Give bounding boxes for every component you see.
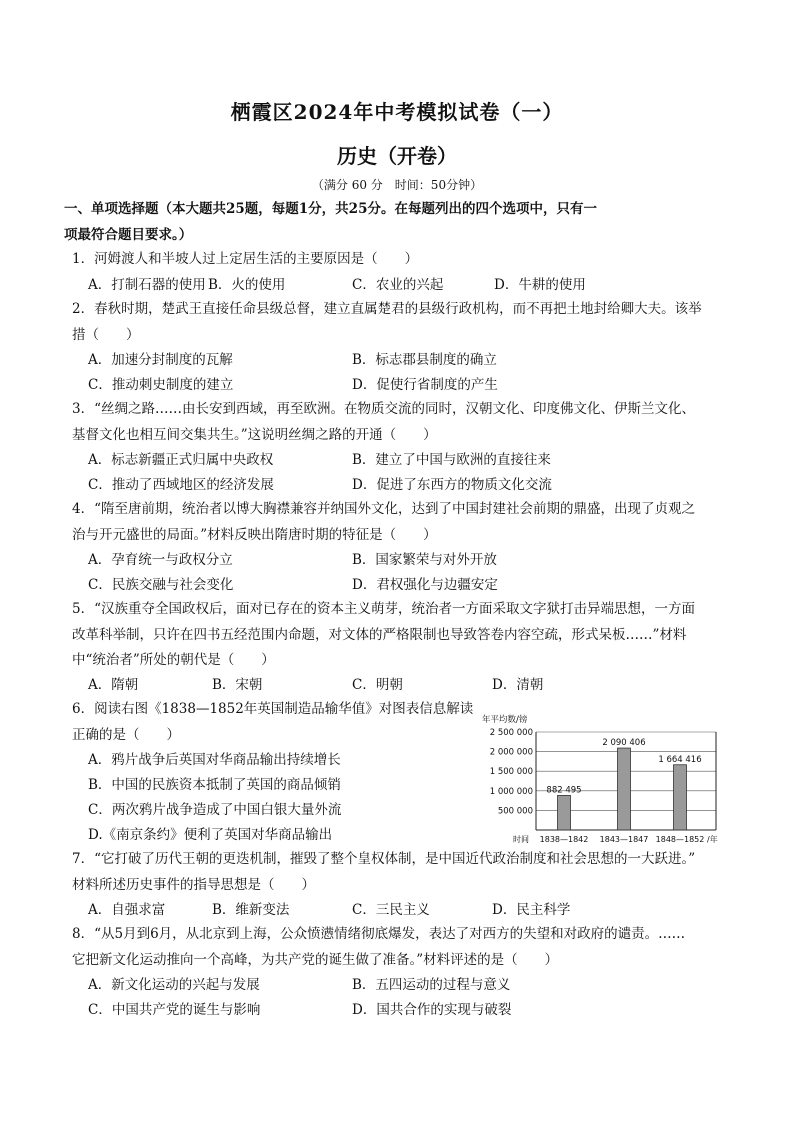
question-8-stem: 8．“从5月到6月，从北京到上海，公众愤懑情绪彻底爆发，表达了对西方的失望和对政府的谴责。…… (72, 926, 686, 942)
question-2-option-b: B．标志郡县制度的确立 (352, 352, 497, 368)
question-7-option-c: C．三民主义 (352, 902, 430, 918)
chart-ytick-label: 1 000 000 (489, 786, 533, 797)
question-1-option-a: A．打制石器的使用 (88, 277, 206, 293)
question-2-option-d: D．促使行省制度的产生 (352, 377, 498, 393)
question-3-option-d: D．促进了东西方的物质文化交流 (352, 477, 552, 493)
question-2-stem-cont: 措（ ） (72, 327, 140, 343)
question-4-option-d: D．君权强化与边疆安定 (352, 577, 498, 593)
chart-x-unit: /年 (707, 835, 718, 844)
question-7-option-a: A．自强求富 (88, 902, 166, 918)
question-6-stem-cont: 正确的是（ ） (72, 727, 180, 743)
question-7-option-d: D．民主科学 (492, 902, 571, 918)
chart-ytick-label: 1 500 000 (489, 767, 533, 778)
question-2-option-a: A．加速分封制度的瓦解 (88, 352, 233, 368)
subject-title: 历史（开卷） (337, 144, 457, 168)
question-5-stem-cont2: 中“统治者”所处的朝代是（ ） (72, 652, 275, 668)
question-1-option-b: B．火的使用 (208, 277, 286, 293)
exam-title: 栖霞区2024年中考模拟试卷（一） (230, 100, 564, 124)
question-6-stem: 6．阅读右图《1838—1852年英国制造品输华值》对图表信息解读 (72, 701, 474, 717)
chart-bar (558, 795, 571, 830)
chart-data-label: 1 664 416 (658, 754, 702, 765)
question-1-option-d: D．牛耕的使用 (494, 277, 586, 293)
question-4-option-a: A．孕育统一与政权分立 (88, 552, 233, 568)
question-3-option-b: B．建立了中国与欧洲的直接往来 (352, 452, 551, 468)
section-heading: 一、单项选择题（本大题共25题，每题1分，共25分。在每题列出的四个选项中，只有一 (64, 201, 597, 217)
question-5-option-d: D．清朝 (492, 677, 544, 693)
chart-ytick-label: 500 000 (497, 806, 533, 817)
chart-ytick-label: 2 000 000 (489, 747, 533, 758)
question-5-option-b: B．宋朝 (212, 677, 263, 693)
question-5-option-c: C．明朝 (352, 677, 403, 693)
question-4-option-b: B．国家繁荣与对外开放 (352, 552, 497, 568)
question-6-option-c: C．两次鸦片战争造成了中国白银大量外流 (88, 802, 342, 818)
chart-data-label: 2 090 406 (602, 738, 646, 749)
question-8-option-d: D．国共合作的实现与破裂 (352, 1002, 512, 1018)
question-2-option-c: C．推动刺史制度的建立 (88, 377, 234, 393)
question-1-option-c: C．农业的兴起 (352, 277, 444, 293)
question-3-stem-cont: 基督文化也相互间交集共生。”这说明丝绸之路的开通（ ） (72, 427, 437, 443)
question-7-stem-cont: 材料所述历史事件的指导思想是（ ） (72, 877, 315, 893)
section-heading-cont: 项最符合题目要求。） (64, 227, 193, 243)
question-5-option-a: A．隋朝 (88, 677, 139, 693)
chart-data-label: 882 495 (546, 785, 582, 796)
question-6-option-a: A．鸦片战争后英国对华商品输出持续增长 (88, 752, 341, 768)
question-4-stem-cont: 治与开元盛世的局面。”材料反映出隋唐时期的特征是（ ） (72, 527, 437, 543)
question-3-option-a: A．标志新疆正式归属中央政权 (88, 452, 274, 468)
question-2-stem: 2．春秋时期，楚武王直接任命县级总督，建立直属楚君的县级行政机构，而不再把土地封给卿大夫。该举 (72, 301, 702, 317)
question-5-stem: 5．“汉族重夺全国政权后，面对已存在的资本主义萌芽，统治者一方面采取文字狱打击异端思想，一方面 (72, 601, 695, 617)
chart-bar (618, 748, 631, 830)
question-5-stem-cont: 改革科举制，只许在四书五经范围内命题，对文体的严格限制也导致答卷内容空疏，形式呆板……”材料 (72, 627, 687, 643)
question-4-option-c: C．民族交融与社会变化 (88, 577, 234, 593)
score-time-note: （满分 60 分 时间：50分钟） (311, 178, 483, 192)
question-8-stem-cont: 它把新文化运动推向一个高峰，为共产党的诞生做了准备。”材料评述的是（ ） (72, 952, 559, 968)
chart-xlabel: 时间 (513, 835, 529, 844)
chart-xtick-label: 1848—1852 (655, 835, 705, 844)
question-4-stem: 4．“隋至唐前期，统治者以博大胸襟兼容并纳国外文化，达到了中国封建社会前期的鼎盛，出现了贞观之 (72, 501, 695, 517)
trade-chart (480, 712, 720, 844)
question-6-option-b: B．中国的民族资本抵制了英国的商品倾销 (88, 777, 341, 793)
question-7-stem: 7．“它打破了历代王朝的更迭机制，摧毁了整个皇权体制，是中国近代政治制度和社会思想的一大跃进。” (72, 851, 696, 867)
question-8-option-a: A．新文化运动的兴起与发展 (88, 977, 260, 993)
chart-xtick-label: 1838—1842 (539, 835, 589, 844)
chart-xtick-label: 1843—1847 (599, 835, 649, 844)
question-6-option-d: D.《南京条约》便利了英国对华商品输出 (88, 827, 333, 843)
question-8-option-b: B．五四运动的过程与意义 (352, 977, 511, 993)
chart-bar (674, 765, 687, 830)
chart-ylabel: 年平均数/镑 (482, 715, 528, 725)
question-1-stem: 1．河姆渡人和半坡人过上定居生活的主要原因是（ ） (72, 251, 419, 267)
chart-svg (480, 712, 720, 844)
question-7-option-b: B．维新变法 (212, 902, 290, 918)
question-3-stem: 3．“丝绸之路……由长安到西域，再至欧洲。在物质交流的同时，汉朝文化、印度佛文化、伊斯兰文化、 (72, 401, 695, 417)
chart-ytick-label: 2 500 000 (489, 728, 533, 738)
question-8-option-c: C．中国共产党的诞生与影响 (88, 1002, 261, 1018)
question-3-option-c: C．推动了西域地区的经济发展 (88, 477, 274, 493)
